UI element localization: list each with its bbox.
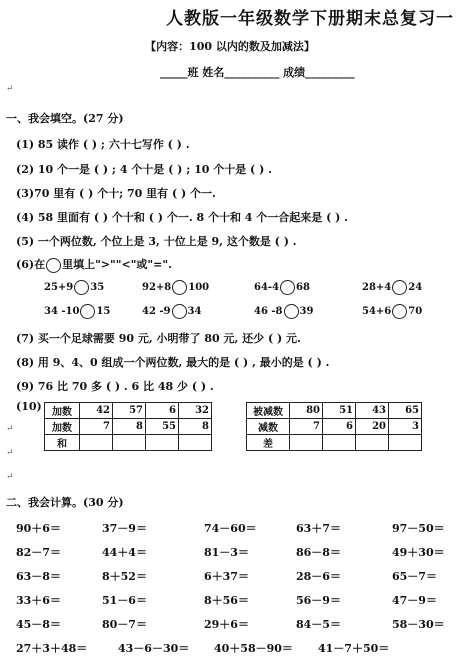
question-5: (5) 一个两位数, 个位上是 3, 十位上是 9, 这个数是 ( ) .: [16, 235, 297, 248]
return-mark: ↵: [6, 84, 14, 94]
addition-table: [44, 402, 212, 451]
table-header: 减数: [247, 419, 290, 435]
question-2: (2) 10 个一是 ( ) ; 4 个十是 ( ) ; 10 个十是 ( ) .: [16, 163, 272, 176]
calc-item: 58－30＝: [392, 618, 445, 631]
calc-item: 45－8＝: [16, 618, 61, 631]
table-header: 被减数: [247, 403, 290, 419]
answer-cell[interactable]: [146, 435, 179, 451]
answer-cell[interactable]: [290, 435, 323, 451]
calc-item: 49＋30＝: [392, 546, 445, 559]
answer-cell[interactable]: [179, 435, 212, 451]
compare-circle-icon: [46, 258, 61, 273]
answer-cell[interactable]: [323, 435, 356, 451]
table-cell: 55: [146, 419, 179, 435]
calc-item: 8＋52＝: [102, 570, 147, 583]
table-cell: 20: [356, 419, 389, 435]
return-mark: ↵: [6, 448, 14, 458]
calc-item: 56－9＝: [296, 594, 341, 607]
table-cell: 7: [80, 419, 113, 435]
calc-item: 80－7＝: [102, 618, 147, 631]
calc-item: 65－7＝: [392, 570, 437, 583]
compare-circle-icon[interactable]: [284, 304, 299, 319]
page-subtitle: 【内容：100 以内的数及加减法】: [145, 40, 315, 53]
question-3: (3)70 里有 ( ) 个十; 70 里有 ( ) 个一.: [16, 187, 216, 200]
calc-item: 82－7＝: [16, 546, 61, 559]
table-cell: 42: [80, 403, 113, 419]
calc-item: 41－7＋50＝: [318, 642, 390, 655]
compare-circle-icon[interactable]: [80, 304, 95, 319]
table-cell: 32: [179, 403, 212, 419]
calc-item: 43－6－30＝: [118, 642, 190, 655]
table-cell: 8: [113, 419, 146, 435]
table-header: 差: [247, 435, 290, 451]
calc-item: 47－9＝: [392, 594, 437, 607]
compare-item: 46 -8 39: [254, 306, 314, 317]
compare-item: 42 -9 34: [142, 306, 202, 317]
table-cell: 51: [323, 403, 356, 419]
compare-circle-icon[interactable]: [392, 280, 407, 295]
table-header: 加数: [45, 403, 80, 419]
section-2-heading: 二、我会计算。(30 分): [6, 496, 124, 509]
compare-item: 25+9 35: [44, 282, 105, 293]
table-cell: 8: [179, 419, 212, 435]
table-cell: 57: [113, 403, 146, 419]
page-title: 人教版一年级数学下册期末总复习一: [166, 9, 454, 29]
compare-circle-icon[interactable]: [172, 280, 187, 295]
question-6: [16, 256, 172, 273]
calc-item: 8＋56＝: [204, 594, 249, 607]
calc-item: 51－6＝: [102, 594, 147, 607]
compare-item: 34 -10 15: [44, 306, 111, 317]
table-header: 加数: [45, 419, 80, 435]
calc-item: 40＋58－90＝: [214, 642, 293, 655]
compare-item: 28+4 24: [362, 282, 423, 293]
calc-item: 86－8＝: [296, 546, 341, 559]
question-4: (4) 58 里面有 ( ) 个十和 ( ) 个一. 8 个十和 4 个一合起来是 ( ) .: [16, 211, 349, 224]
student-info-line: _____班 姓名__________ 成绩_________: [160, 66, 355, 79]
section-1-heading: 一、我会填空。(27 分): [6, 112, 124, 125]
calc-item: 44＋4＝: [102, 546, 147, 559]
return-mark: ↵: [6, 472, 14, 482]
return-mark: ↵: [6, 424, 14, 434]
compare-circle-icon[interactable]: [392, 304, 407, 319]
calc-item: 28－6＝: [296, 570, 341, 583]
calc-item: 63＋7＝: [296, 522, 341, 535]
answer-cell[interactable]: [113, 435, 146, 451]
compare-item: 54+6 70: [362, 306, 423, 317]
answer-cell[interactable]: [389, 435, 422, 451]
table-cell: 80: [290, 403, 323, 419]
calc-item: 29＋6＝: [204, 618, 249, 631]
answer-cell[interactable]: [80, 435, 113, 451]
compare-circle-icon[interactable]: [172, 304, 187, 319]
question-10-label: (10): [16, 400, 42, 413]
table-cell: 3: [389, 419, 422, 435]
question-8: (8) 用 9、4、0 组成一个两位数, 最大的是 ( ) , 最小的是 ( ) .: [16, 356, 330, 369]
question-6-suffix: 里填上">""<"或"=".: [62, 258, 172, 271]
question-1: (1) 85 读作 ( ) ; 六十七写作 ( ) .: [16, 138, 190, 151]
table-header: 和: [45, 435, 80, 451]
compare-item: 92+8 100: [142, 282, 210, 293]
table-cell: 65: [389, 403, 422, 419]
question-7: (7) 买一个足球需要 90 元, 小明带了 80 元, 还少 ( ) 元.: [16, 332, 301, 345]
subtraction-table: [246, 402, 422, 451]
compare-circle-icon[interactable]: [74, 280, 89, 295]
answer-cell[interactable]: [356, 435, 389, 451]
calc-item: 63－8＝: [16, 570, 61, 583]
compare-item: 64-4 68: [254, 282, 310, 293]
calc-item: 33＋6＝: [16, 594, 61, 607]
calc-item: 6＋37＝: [204, 570, 249, 583]
calc-item: 74－60＝: [204, 522, 257, 535]
calc-item: 27＋3＋48＝: [16, 642, 88, 655]
calc-item: 81－3＝: [204, 546, 249, 559]
table-cell: 7: [290, 419, 323, 435]
calc-item: 84－5＝: [296, 618, 341, 631]
calc-item: 37－9＝: [102, 522, 147, 535]
compare-circle-icon[interactable]: [280, 280, 295, 295]
question-9: (9) 76 比 70 多 ( ) . 6 比 48 少 ( ) .: [16, 380, 214, 393]
table-cell: 6: [146, 403, 179, 419]
calc-item: 97－50＝: [392, 522, 445, 535]
table-cell: 6: [323, 419, 356, 435]
table-cell: 43: [356, 403, 389, 419]
question-6-prefix: (6)在: [16, 258, 46, 271]
calc-item: 90＋6＝: [16, 522, 61, 535]
